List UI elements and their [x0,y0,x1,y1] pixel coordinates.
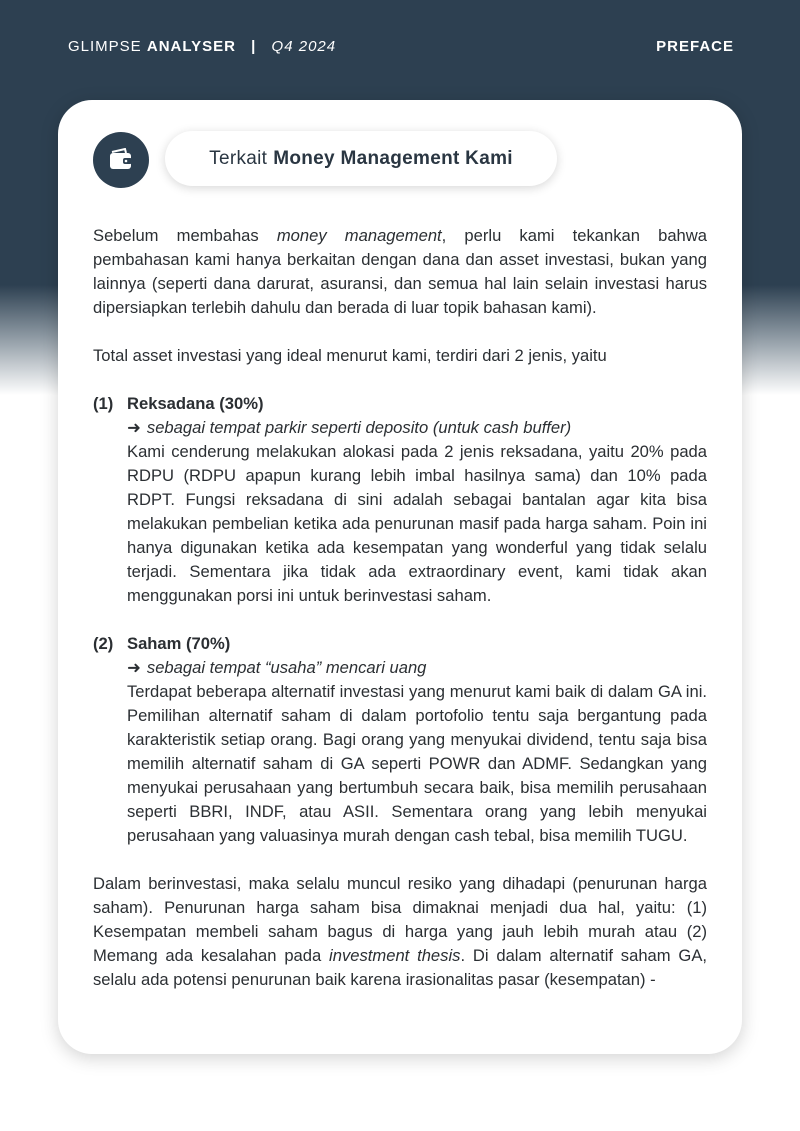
item-title: Reksadana (30%) [127,394,264,413]
report-period: Q4 2024 [271,38,337,55]
item-subtitle-text: sebagai tempat parkir seperti deposito (untuk cash buffer) [146,418,572,437]
item-title: Saham (70%) [127,634,231,653]
item-body: Kami cenderung melakukan alokasi pada 2 jenis reksadana, yaitu 20% pada RDPU (RDPU apapun kurang lebih imbal hasilnya sama) dan 10% pada RDPT. Fungsi reksadana di sini adalah sebagai bantalan agar kita bisa melakukan pembelian ketika ada penurunan masif pada harga saham. Poin ini hanya digunakan ketika ada kesempatan yang wonderful yang tidak selalu terjadi. Sementara jika tidak ada extraordinary event, kami tidak akan menggunakan porsi ini untuk berinvestasi saham. [127,442,707,605]
brand [68,38,336,55]
title-bold: Money Management Kami [273,147,513,169]
section-label: PREFACE [656,38,734,55]
closing-text-b: . Di dalam alternatif saham GA, selalu ada potensi penurunan baik karena irasionalitas pasar (kesempatan) - [93,946,707,989]
article-body [93,224,707,992]
arrow-right-icon: ➜ [127,418,141,437]
brand-separator: | [251,38,257,55]
intro-text-a: Sebelum membahas [93,226,277,245]
list-item-reksadana [93,392,707,608]
brand-light: GLIMPSE [68,38,142,55]
intro-emphasis: money management [276,226,442,245]
page-header [68,38,734,58]
intro-text-b: , perlu kami tekankan bahwa pembahasan kami hanya berkaitan dengan dana dan asset investasi, bukan yang lainnya (seperti dana darurat, asuransi, dan semua hal lain selain investasi harus dipersiapkan terlebih dahulu dan berada di luar topik bahasan kami). [93,226,707,317]
brand-bold: ANALYSER [146,38,236,55]
item-number: (1) [93,394,114,413]
closing-text-a: Dalam berinvestasi, maka selalu muncul resiko yang dihadapi (penurunan harga saham). Penurunan harga saham bisa dimaknai menjadi dua hal, yaitu: (1) Kesempatan membeli saham bagus di harga yang jauh lebih murah atau (2) Memang ada kesalahan pada [93,874,707,965]
list-item-saham [93,632,707,848]
allocation-intro: Total asset investasi yang ideal menurut kami, terdiri dari 2 jenis, yaitu [93,346,607,365]
closing-emphasis: investment thesis [329,946,461,965]
item-subtitle [127,416,707,440]
title-prefix: Terkait [209,147,268,169]
wallet-icon [93,132,149,188]
closing-paragraph [93,872,707,992]
item-number: (2) [93,634,114,653]
item-subtitle-text: sebagai tempat “usaha” mencari uang [146,658,427,677]
item-subtitle [127,656,707,680]
page-title [165,131,557,186]
arrow-right-icon: ➜ [127,658,141,677]
content-card [58,100,742,1054]
intro-paragraph [93,224,707,320]
item-body: Terdapat beberapa alternatif investasi yang menurut kami baik di dalam GA ini. Pemilihan alternatif saham di dalam portofolio tentu saja bergantung pada karakteristik setiap orang. Bagi orang yang menyukai dividend, tentu saja bisa memilih alternatif saham di GA seperti POWR dan ADMF. Sedangkan yang menyukai perusahaan yang bertumbuh secara baik, bisa memilih perusahaan seperti BBRI, INDF, atau ASII. Sementara orang yang lebih menyukai perusahaan yang valuasinya murah dengan cash tebal, bisa memilih TUGU. [127,682,707,845]
